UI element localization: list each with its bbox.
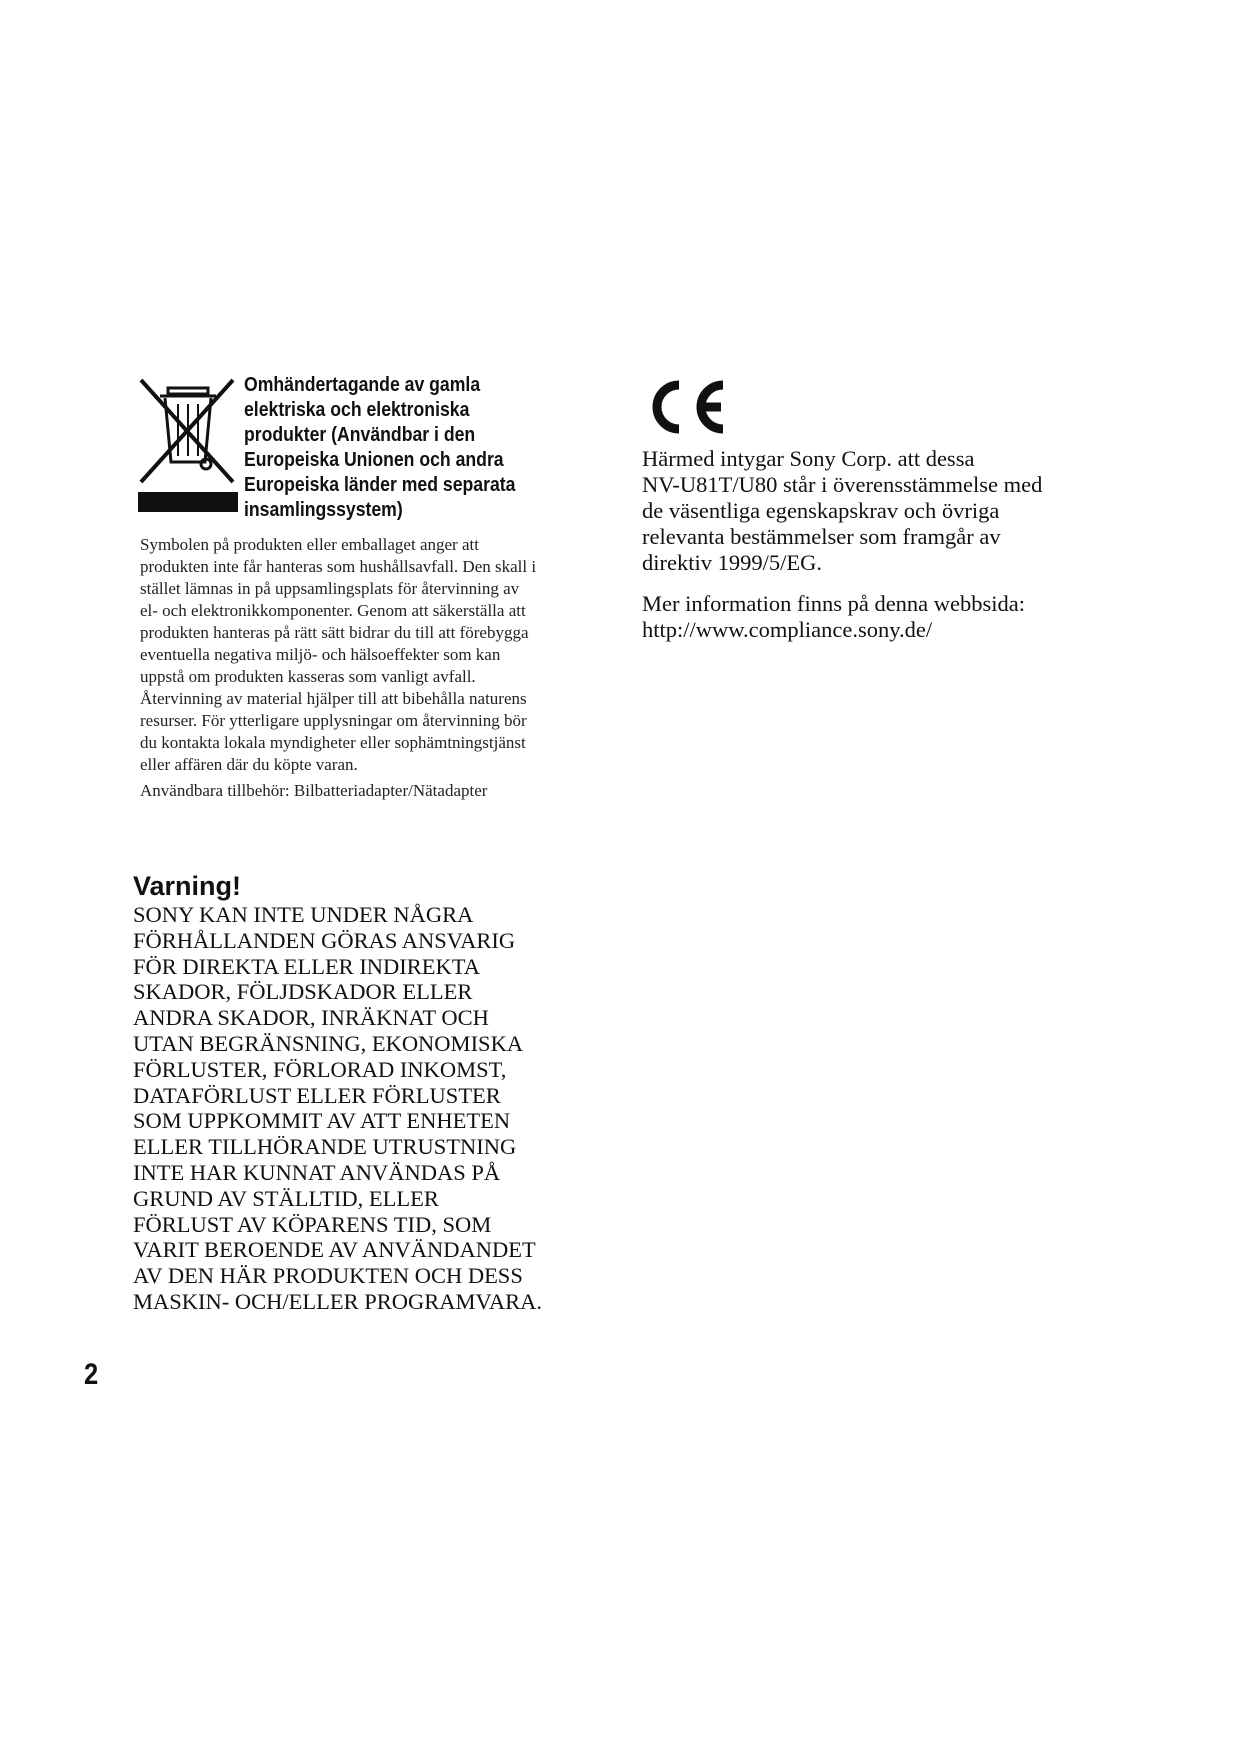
body-line: produkten hanteras på rätt sätt bidrar du till att förebygga: [140, 623, 529, 642]
crossed-out-wheelie-bin-icon: [138, 374, 238, 514]
body-line: Symbolen på produkten eller emballaget anger att: [140, 535, 479, 554]
disposal-heading: [244, 372, 528, 522]
body-line: stället lämnas in på uppsamlingsplats för återvinning av: [140, 579, 520, 598]
warning-line: VARIT BEROENDE AV ANVÄNDANDET: [133, 1237, 536, 1263]
compliance-url: http://www.compliance.sony.de/: [642, 617, 933, 642]
heading-line: produkter (Användbar i den: [244, 423, 476, 446]
body-line: Återvinning av material hjälper till att bibehålla naturens: [140, 689, 527, 708]
warning-line: SKADOR, FÖLJDSKADOR ELLER: [133, 979, 473, 1005]
warning-line: FÖR DIREKTA ELLER INDIREKTA: [133, 953, 480, 979]
heading-line: insamlingssystem): [244, 498, 403, 521]
ce-mark-icon: [645, 377, 729, 437]
declaration-line: Härmed intygar Sony Corp. att dessa: [642, 446, 975, 471]
accessories-text: Användbara tillbehör: Bilbatteriadapter/Nätadapter: [140, 781, 488, 800]
warning-body: [133, 902, 653, 1315]
body-line: eventuella negativa miljö- och hälsoeffekter som kan: [140, 645, 501, 664]
heading-line: elektriska och elektroniska: [244, 398, 470, 421]
disposal-body: [140, 534, 610, 776]
warning-line: SONY KAN INTE UNDER NÅGRA: [133, 902, 474, 927]
warning-title: Varning!: [133, 871, 242, 901]
heading-line: Europeiska Unionen och andra: [244, 448, 504, 471]
heading-line: Europeiska länder med separata: [244, 473, 516, 496]
warning-line: SOM UPPKOMMIT AV ATT ENHETEN: [133, 1108, 511, 1134]
warning-line: AV DEN HÄR PRODUKTEN OCH DESS: [133, 1263, 523, 1289]
compliance-info: [642, 591, 1112, 643]
warning-line: DATAFÖRLUST ELLER FÖRLUSTER: [133, 1082, 501, 1108]
heading-line: Omhändertagande av gamla: [244, 373, 481, 396]
body-line: produkten inte får hanteras som hushållsavfall. Den skall i: [140, 557, 537, 576]
body-line: el- och elektronikkomponenter. Genom att säkerställa att: [140, 601, 526, 620]
declaration-line: direktiv 1999/5/EG.: [642, 550, 822, 575]
info-line: Mer information finns på denna webbsida:: [642, 591, 1026, 616]
declaration-line: NV-U81T/U80 står i överensstämmelse med: [642, 472, 1043, 497]
warning-line: ANDRA SKADOR, INRÄKNAT OCH: [133, 1005, 489, 1031]
body-line: resurser. För ytterligare upplysningar om återvinning bör: [140, 711, 527, 730]
warning-line: GRUND AV STÄLLTID, ELLER: [133, 1185, 439, 1211]
declaration-line: de väsentliga egenskapskrav och övriga: [642, 498, 1000, 523]
warning-line: UTAN BEGRÄNSNING, EKONOMISKA: [133, 1030, 524, 1056]
warning-line: INTE HAR KUNNAT ANVÄNDAS PÅ: [133, 1159, 501, 1185]
warning-line: ELLER TILLHÖRANDE UTRUSTNING: [133, 1134, 517, 1160]
page-number: 2: [84, 1358, 99, 1391]
body-line: uppstå om produkten kasseras som vanligt avfall.: [140, 667, 476, 686]
body-line: du kontakta lokala myndigheter eller sophämtningstjänst: [140, 733, 526, 752]
ce-declaration: [642, 446, 1112, 576]
body-line: eller affären där du köpte varan.: [140, 755, 358, 774]
warning-line: FÖRLUST AV KÖPARENS TID, SOM: [133, 1211, 492, 1237]
declaration-line: relevanta bestämmelser som framgår av: [642, 524, 1001, 549]
warning-line: MASKIN- OCH/ELLER PROGRAMVARA.: [133, 1288, 542, 1314]
warning-line: FÖRHÅLLANDEN GÖRAS ANSVARIG: [133, 927, 516, 953]
warning-line: FÖRLUSTER, FÖRLORAD INKOMST,: [133, 1056, 507, 1082]
